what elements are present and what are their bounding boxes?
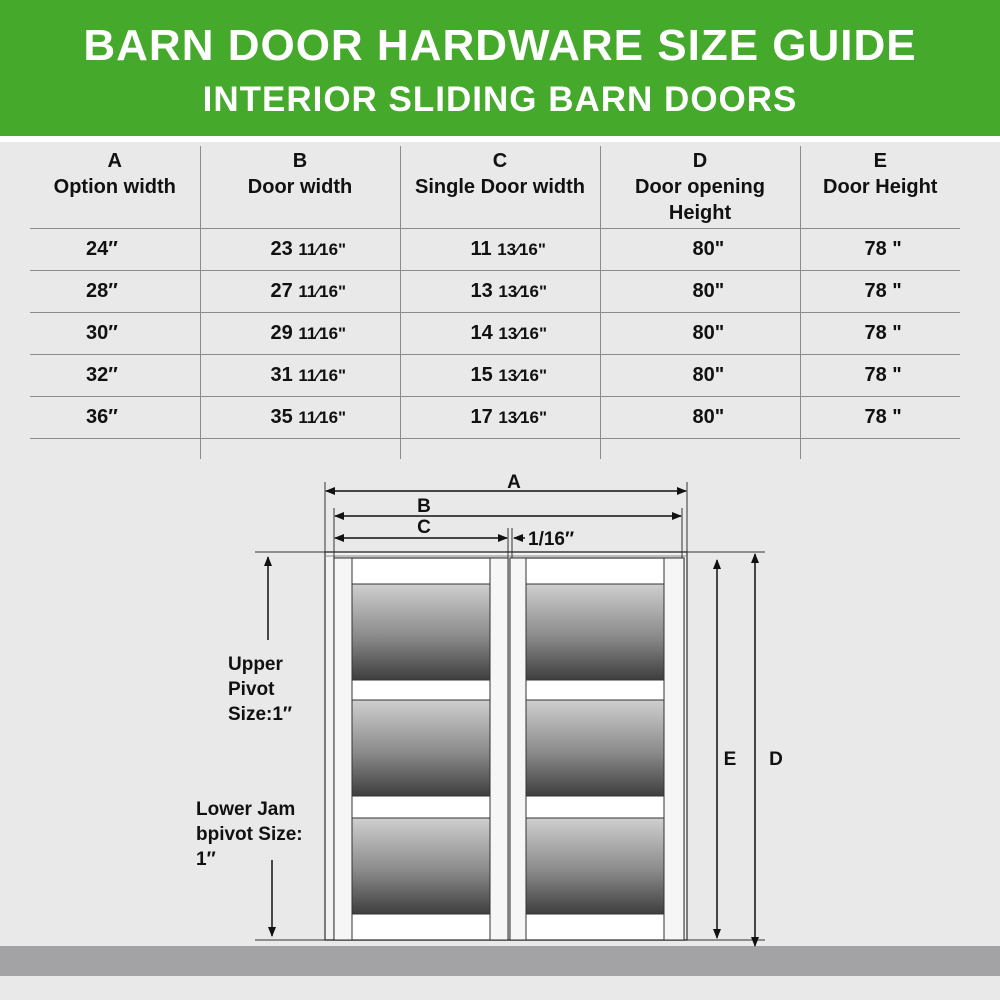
column-label: Door width bbox=[247, 176, 353, 198]
opening-height-cell: 80" bbox=[600, 397, 800, 439]
guide-header bbox=[0, 0, 1000, 136]
glass-panel bbox=[526, 700, 664, 796]
door-width-cell bbox=[200, 397, 400, 439]
upper-pivot-label: Upper Pivot Size:1″ bbox=[228, 654, 293, 725]
glass-panel bbox=[352, 818, 490, 914]
whole-inches: 29 bbox=[270, 322, 293, 344]
glass-panel bbox=[526, 584, 664, 680]
glass-panel bbox=[526, 818, 664, 914]
right-door bbox=[510, 558, 684, 940]
door-height-cell: 78 " bbox=[800, 397, 960, 439]
whole-inches: 11 bbox=[470, 238, 492, 260]
fraction: 11⁄16" bbox=[298, 366, 347, 385]
dimension-d-label: D bbox=[769, 749, 783, 770]
door-width-cell bbox=[200, 271, 400, 313]
fraction: 13⁄16" bbox=[498, 408, 548, 427]
column-header-e bbox=[800, 146, 960, 229]
column-letter: D bbox=[692, 150, 708, 172]
fraction: 13⁄16" bbox=[497, 240, 546, 259]
whole-inches: 15 bbox=[470, 364, 493, 386]
door-height-cell: 78 " bbox=[800, 271, 960, 313]
guide-title: BARN DOOR HARDWARE SIZE GUIDE bbox=[83, 21, 917, 70]
whole-inches: 14 bbox=[470, 322, 493, 344]
door-height-cell: 78 " bbox=[800, 313, 960, 355]
dimension-c-label: C bbox=[417, 517, 431, 538]
door-width-cell bbox=[200, 229, 400, 271]
single-door-width-cell bbox=[400, 397, 600, 439]
door-width-cell bbox=[200, 313, 400, 355]
table-row bbox=[30, 271, 960, 313]
option-width-cell: 28″ bbox=[30, 271, 200, 313]
door-width-cell bbox=[200, 355, 400, 397]
column-header-a bbox=[30, 146, 200, 229]
single-door-width-cell bbox=[400, 313, 600, 355]
door-diagram bbox=[0, 460, 1000, 960]
single-door-width-cell bbox=[400, 271, 600, 313]
option-width-cell: 30″ bbox=[30, 313, 200, 355]
dimension-b-label: B bbox=[417, 496, 431, 517]
fraction: 11⁄16" bbox=[298, 240, 347, 259]
table-row bbox=[30, 229, 960, 271]
opening-height-cell: 80" bbox=[600, 229, 800, 271]
single-door-width-cell bbox=[400, 229, 600, 271]
whole-inches: 27 bbox=[270, 280, 293, 302]
glass-panel bbox=[352, 584, 490, 680]
fraction: 11⁄16" bbox=[298, 408, 347, 427]
dimension-e-label: E bbox=[723, 749, 737, 770]
whole-inches: 31 bbox=[270, 364, 293, 386]
table-spacer-row bbox=[30, 439, 960, 460]
size-table bbox=[30, 146, 960, 459]
fraction: 13⁄16" bbox=[498, 324, 548, 343]
single-door-width-cell bbox=[400, 355, 600, 397]
column-header-b bbox=[200, 146, 400, 229]
table-row bbox=[30, 355, 960, 397]
table-row bbox=[30, 397, 960, 439]
column-letter: E bbox=[873, 150, 887, 172]
opening-height-cell: 80" bbox=[600, 271, 800, 313]
column-header-d bbox=[600, 146, 800, 229]
lower-pivot-label: Lower Jam bpivot Size: 1″ bbox=[196, 799, 303, 870]
fraction: 11⁄16" bbox=[298, 324, 347, 343]
column-letter: C bbox=[492, 150, 508, 172]
whole-inches: 13 bbox=[470, 280, 493, 302]
door-height-cell: 78 " bbox=[800, 229, 960, 271]
table-row bbox=[30, 313, 960, 355]
option-width-cell: 36″ bbox=[30, 397, 200, 439]
opening-height-cell: 80" bbox=[600, 355, 800, 397]
opening-height-cell: 80" bbox=[600, 313, 800, 355]
whole-inches: 35 bbox=[270, 406, 293, 428]
dimension-a-label: A bbox=[507, 472, 521, 493]
glass-panel bbox=[352, 700, 490, 796]
fraction: 13⁄16" bbox=[498, 282, 548, 301]
column-label: Door Height bbox=[823, 176, 938, 198]
gap-label: 1/16″ bbox=[528, 529, 575, 550]
column-letter: B bbox=[292, 150, 308, 172]
table-header-row bbox=[30, 146, 960, 229]
column-letter: A bbox=[107, 150, 122, 172]
door-height-cell: 78 " bbox=[800, 355, 960, 397]
column-label: Single Door width bbox=[415, 176, 585, 198]
guide-subtitle: INTERIOR SLIDING BARN DOORS bbox=[202, 80, 798, 119]
whole-inches: 17 bbox=[470, 406, 493, 428]
fraction: 13⁄16" bbox=[498, 366, 548, 385]
left-door bbox=[334, 558, 508, 940]
fraction: 11⁄16" bbox=[298, 282, 347, 301]
option-width-cell: 32″ bbox=[30, 355, 200, 397]
whole-inches: 23 bbox=[270, 238, 293, 260]
header-divider bbox=[0, 136, 1000, 142]
column-label: Door opening Height bbox=[635, 176, 765, 224]
column-label: Option width bbox=[53, 176, 176, 198]
option-width-cell: 24″ bbox=[30, 229, 200, 271]
column-header-c bbox=[400, 146, 600, 229]
